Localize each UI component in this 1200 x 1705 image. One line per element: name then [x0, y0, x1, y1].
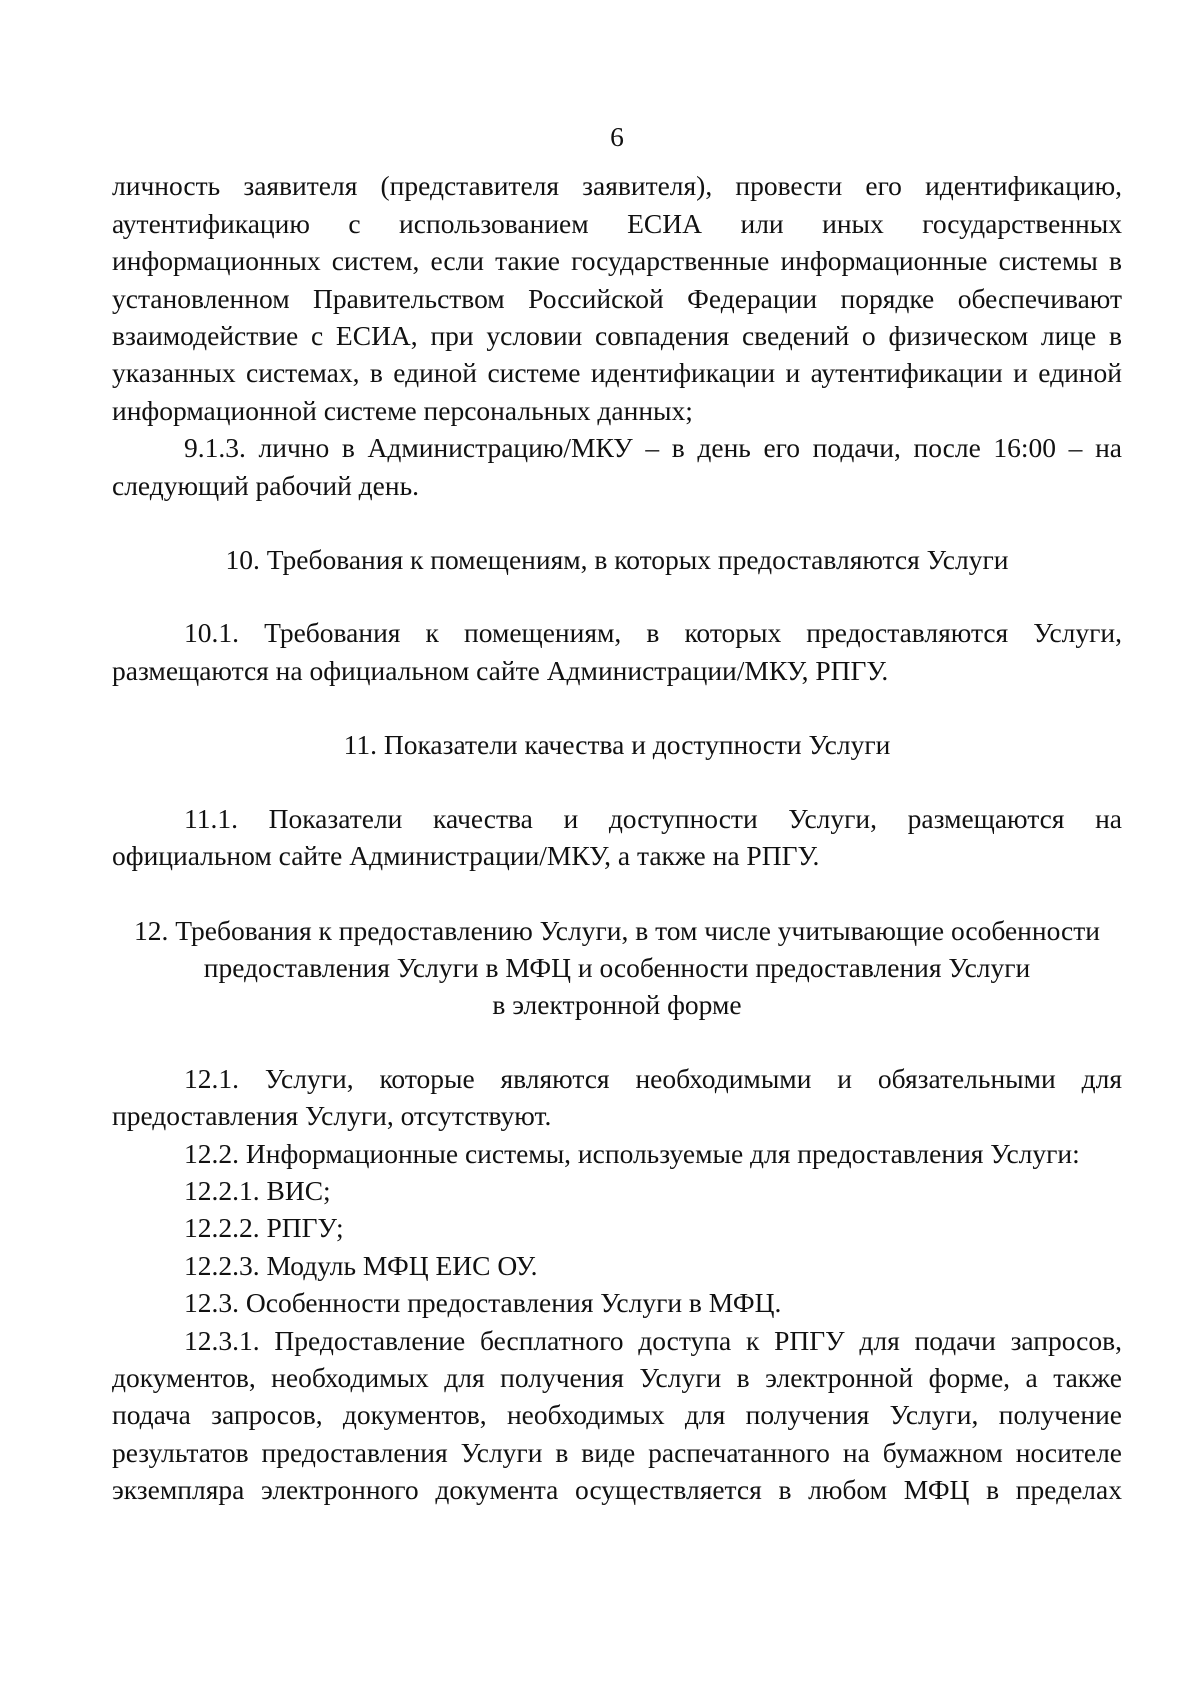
document-page — [112, 118, 1122, 1509]
spacer — [112, 504, 1122, 541]
paragraph-12-3-1: 12.3.1. Предоставление бесплатного доступа к РПГУ для подачи запросов, документов, необходимых для получения Услуги в электронной форме, а также подача запросов, документов, необходимых для получения Услуги, получение результатов предоставления Услуги в виде распечатанного на бумажном носителе экземпляра электронного документа осуществляется в любом МФЦ в пределах — [112, 1324, 1122, 1506]
spacer — [112, 875, 1122, 912]
paragraph-12-1: 12.1. Услуги, которые являются необходимыми и обязательными для предоставления Услуги, отсутствуют. — [112, 1062, 1122, 1132]
paragraph-12-2-2: 12.2.2. РПГУ; — [184, 1212, 344, 1244]
paragraph-continuation: личность заявителя (представителя заявителя), провести его идентификацию, аутентификацию с использованием ЕСИА или иных государственных информационных систем, если такие государственные информационные системы в установленном Правительством Российской Федерации порядке обеспечивают взаимодействие с ЕСИА, при условии совпадения сведений о физическом лице в указанных системах, в единой системе идентификации и аутентификации и единой информационной системе персональных данных; — [112, 170, 1122, 426]
section-heading-12-line-1: 12. Требования к предоставлению Услуги, в том числе учитывающие особенности — [134, 914, 1100, 946]
spacer — [112, 578, 1122, 614]
page-number: 6 — [610, 121, 624, 152]
spacer — [112, 689, 1122, 726]
paragraph-12-2: 12.2. Информационные системы, используемые для предоставления Услуги: — [184, 1137, 1080, 1169]
paragraph-11-1: 11.1. Показатели качества и доступности Услуги, размещаются на официальном сайте Администрации/МКУ, а также на РПГУ. — [112, 802, 1122, 872]
section-heading-12-line-2: предоставления Услуги в МФЦ и особенности предоставления Услуги — [203, 951, 1031, 983]
section-heading-11: 11. Показатели качества и доступности Услуги — [343, 729, 891, 761]
section-heading-12-line-3: в электронной форме — [492, 989, 742, 1021]
paragraph-12-2-3: 12.2.3. Модуль МФЦ ЕИС ОУ. — [184, 1249, 538, 1281]
spacer — [112, 764, 1122, 800]
spacer — [112, 1024, 1122, 1060]
section-heading-12 — [112, 912, 1122, 1024]
paragraph-12-2-1: 12.2.1. ВИС; — [184, 1174, 331, 1206]
paragraph-10-1: 10.1. Требования к помещениям, в которых предоставляются Услуги, размещаются на официальном сайте Администрации/МКУ, РПГУ. — [112, 617, 1122, 686]
paragraph-9-1-3: 9.1.3. лично в Администрацию/МКУ – в день его подачи, после 16:00 – на следующий рабочий день. — [112, 432, 1122, 501]
paragraph-12-3: 12.3. Особенности предоставления Услуги в МФЦ. — [184, 1287, 782, 1319]
section-heading-10: 10. Требования к помещениям, в которых предоставляются Услуги — [225, 544, 1009, 576]
